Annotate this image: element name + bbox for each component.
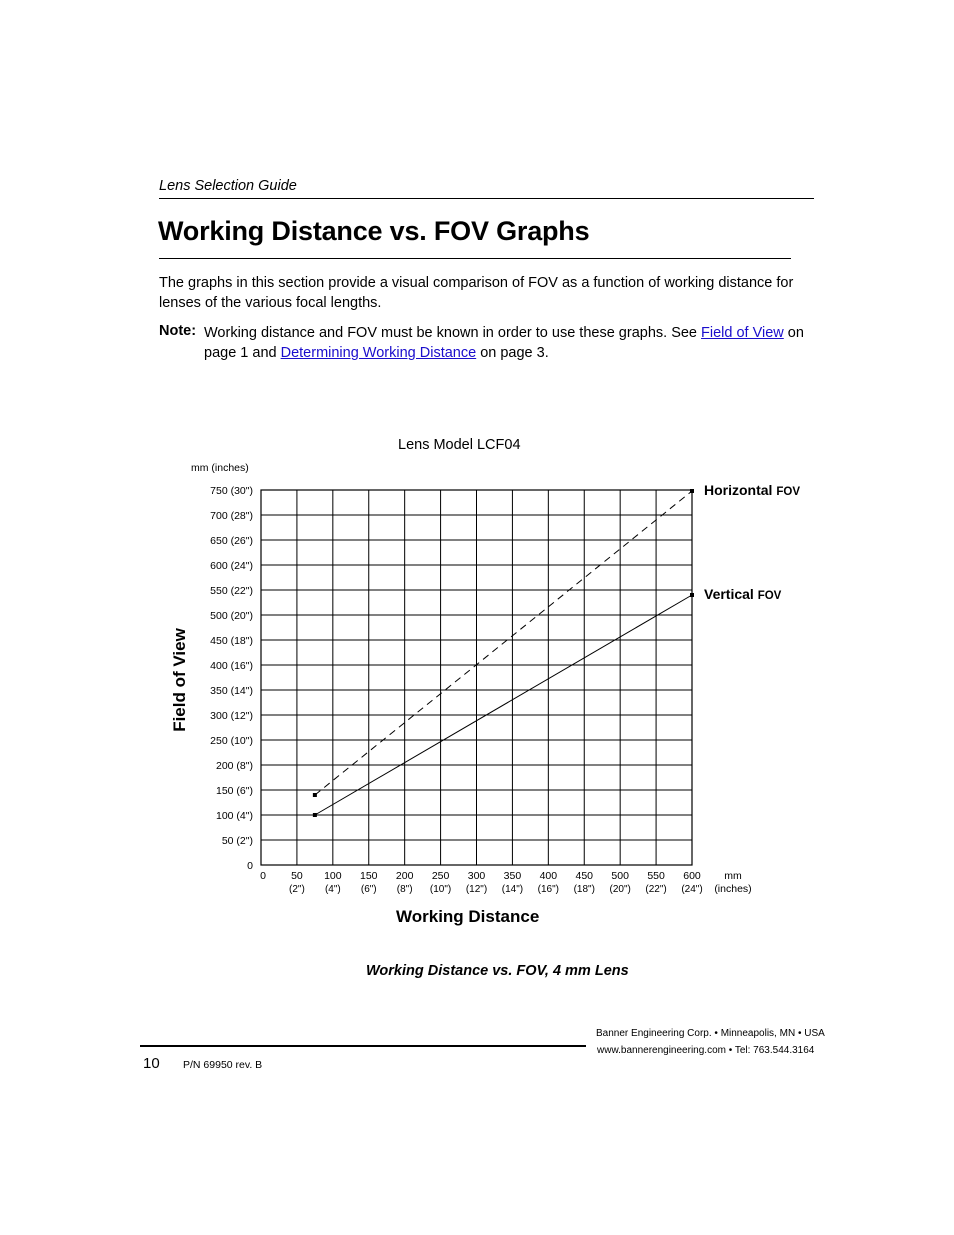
series-labels xyxy=(704,482,800,602)
x-unit-mm: mm xyxy=(724,870,742,882)
chart-title: Lens Model LCF04 xyxy=(398,437,521,453)
note-label: Note: xyxy=(159,323,197,339)
x-tick-label: 50 xyxy=(291,870,303,882)
figure-caption: Working Distance vs. FOV, 4 mm Lens xyxy=(366,963,629,979)
y-tick-label: 0 xyxy=(247,860,253,872)
x-tick-sublabel: (12") xyxy=(465,884,488,895)
y-tick-label: 150 (6") xyxy=(216,785,253,797)
x-tick-label: 150 xyxy=(359,870,378,882)
y-tick-label: 350 (14") xyxy=(210,685,253,697)
y-tick-label: 500 (20") xyxy=(210,610,253,622)
x-axis-label: Working Distance xyxy=(396,907,540,926)
y-tick-label: 550 (22") xyxy=(210,585,253,597)
x-tick-label: 250 xyxy=(431,870,450,882)
x-tick-label: 400 xyxy=(539,870,558,882)
chart-series xyxy=(313,489,694,817)
part-number: P/N 69950 rev. B xyxy=(183,1059,263,1071)
y-tick-labels xyxy=(210,485,253,872)
x-tick-label: 550 xyxy=(647,870,665,882)
x-tick-sublabel: (20") xyxy=(609,884,631,895)
company-web: www.bannerengineering.com • Tel: 763.544.3164 xyxy=(597,1045,815,1056)
y-tick-label: 450 (18") xyxy=(210,635,253,647)
series-marker xyxy=(313,813,317,817)
page-number: 10 xyxy=(143,1055,160,1072)
x-tick-sublabel: (4") xyxy=(324,884,341,895)
field-of-view-link[interactable]: Field of View xyxy=(701,325,784,341)
x-tick-sublabel: (18") xyxy=(573,884,595,895)
x-tick-sublabel: (8") xyxy=(396,884,413,895)
series-label: Vertical FOV xyxy=(704,586,782,602)
x-tick-sublabel: (6") xyxy=(360,884,377,895)
y-tick-label: 750 (30") xyxy=(210,485,253,497)
series-marker xyxy=(313,793,317,797)
series-marker xyxy=(690,593,694,597)
y-tick-label: 600 (24") xyxy=(210,560,253,572)
y-unit-label: mm (inches) xyxy=(191,462,249,474)
y-tick-label: 200 (8") xyxy=(216,760,253,772)
x-tick-sublabel: (24") xyxy=(681,884,703,895)
page-title: Working Distance vs. FOV Graphs xyxy=(158,216,590,246)
x-tick-label: 350 xyxy=(503,870,522,882)
x-tick-sublabel: (14") xyxy=(501,884,524,895)
x-tick-sublabel: (16") xyxy=(537,884,560,895)
x-unit-inches: (inches) xyxy=(714,883,752,895)
y-tick-label: 700 (28") xyxy=(210,510,253,522)
y-tick-label: 50 (2") xyxy=(221,835,253,847)
series-line-horizontal xyxy=(315,491,692,795)
x-tick-sublabel: (2") xyxy=(289,884,305,895)
x-tick-label: 200 xyxy=(395,870,414,882)
y-tick-label: 300 (12") xyxy=(210,710,253,722)
x-tick-label: 300 xyxy=(467,870,486,882)
x-tick-label: 0 xyxy=(260,870,266,882)
y-tick-label: 400 (16") xyxy=(210,660,253,672)
x-tick-label: 450 xyxy=(575,870,594,882)
x-tick-sublabel: (10") xyxy=(429,884,452,895)
y-tick-label: 650 (26") xyxy=(210,535,253,547)
x-tick-labels xyxy=(260,870,703,895)
series-marker xyxy=(690,489,694,493)
y-tick-label: 100 (4") xyxy=(216,810,253,822)
note-text-1: Working distance and FOV must be known in order to use these graphs. See xyxy=(204,325,702,341)
x-tick-label: 500 xyxy=(611,870,629,882)
running-header: Lens Selection Guide xyxy=(159,178,297,194)
intro-paragraph: The graphs in this section provide a visual comparison of FOV as a function of working distance for lenses of the various focal lengths. xyxy=(159,275,794,311)
y-tick-label: 250 (10") xyxy=(210,735,253,747)
note-text-3: on page 3. xyxy=(476,345,549,361)
x-tick-label: 600 xyxy=(683,870,701,882)
x-tick-label: 100 xyxy=(324,870,342,882)
note-text-2: on page 1 and xyxy=(204,325,804,361)
footer-divider xyxy=(140,1045,586,1047)
y-axis-label: Field of View xyxy=(170,628,189,732)
x-tick-sublabel: (22") xyxy=(645,884,667,895)
determining-working-distance-link[interactable]: Determining Working Distance xyxy=(280,345,477,361)
company-info: Banner Engineering Corp. • Minneapolis, MN • USA xyxy=(596,1028,825,1039)
series-line-vertical xyxy=(315,595,692,815)
series-label: Horizontal FOV xyxy=(704,482,800,498)
